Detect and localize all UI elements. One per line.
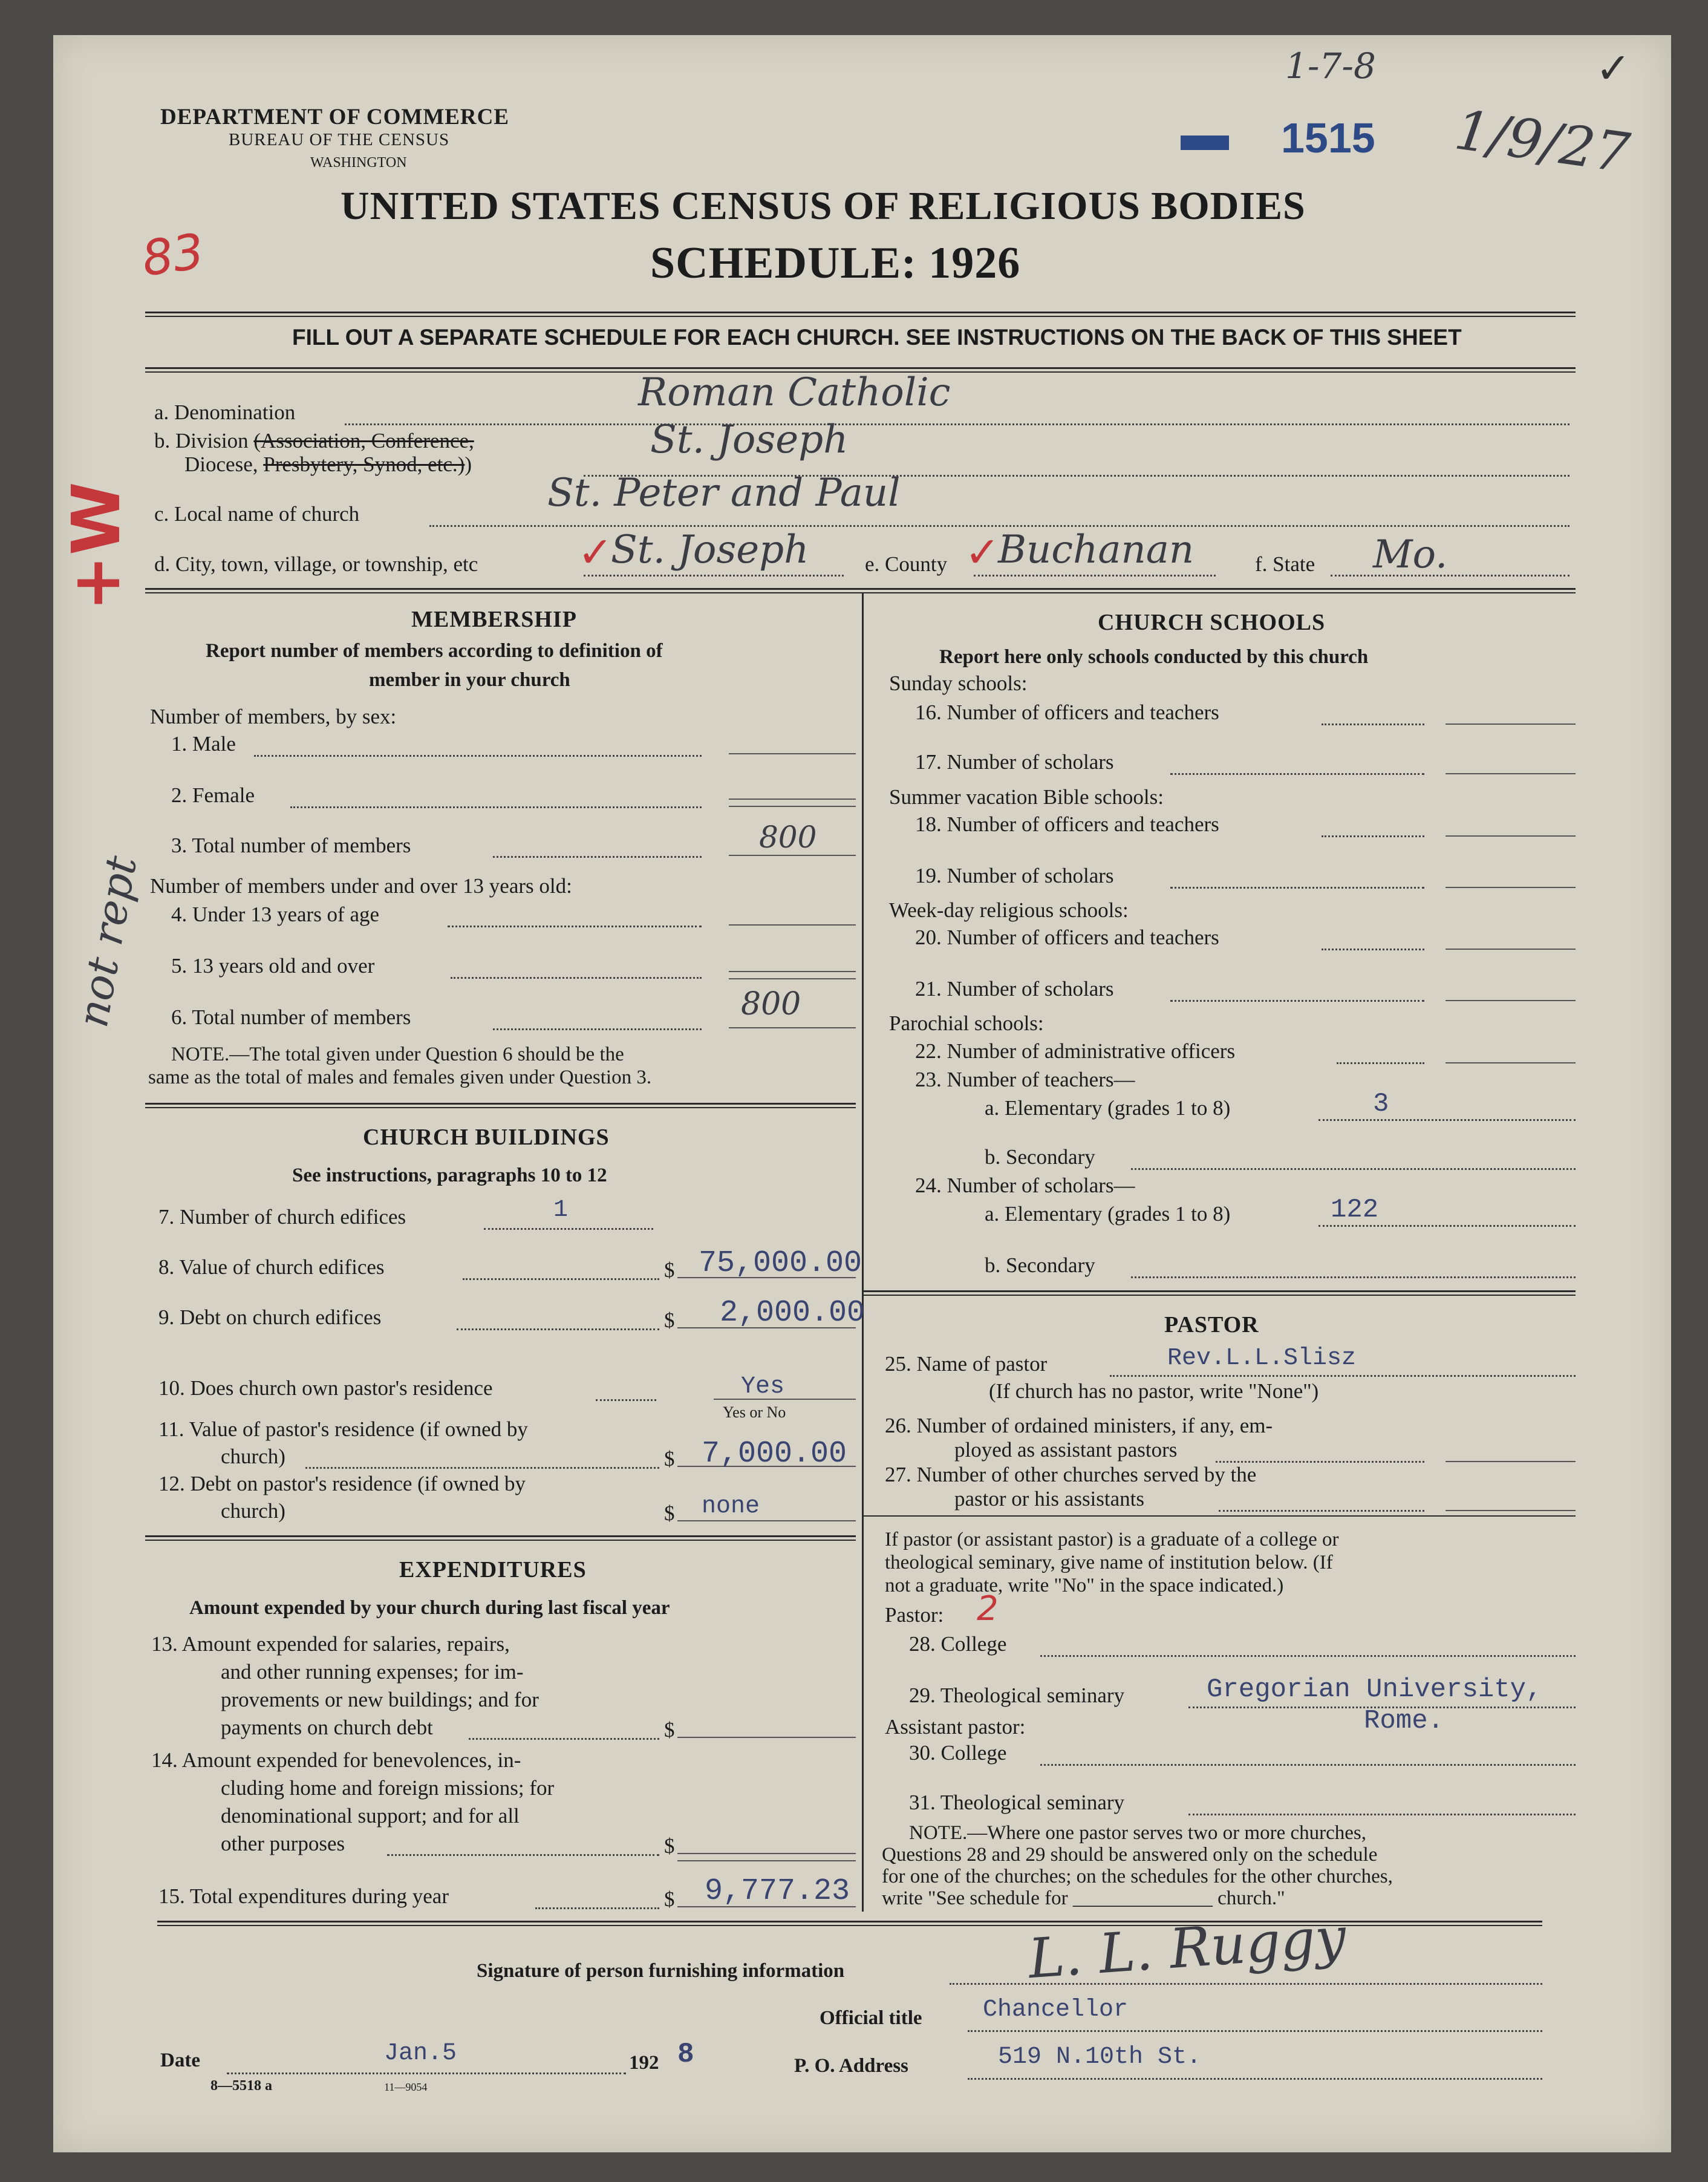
q6-total-members-label: 6. Total number of members [171,1005,411,1029]
county-value: Buchanan [998,528,1195,572]
q13-label-line2: and other running expenses; for im- [221,1660,524,1684]
city-heading: WASHINGTON [310,155,407,171]
q28-college-label: 28. College [909,1632,1007,1656]
q30-college-label: 30. College [909,1741,1007,1765]
church-schools-subtitle: Report here only schools conducted by this church [939,646,1369,668]
q24-label: 24. Number of scholars— [915,1174,1135,1197]
local-church-name-label: c. Local name of church [154,502,360,526]
red-margin-mark: +W [57,482,135,611]
state-value: Mo. [1373,532,1448,577]
q24b-label: b. Secondary [985,1253,1095,1277]
print-code: 11—9054 [384,2081,428,2093]
side-margin-note: not rept [68,852,147,1031]
pastor-note-line3: for one of the churches; on the schedules for the other churches, [882,1866,1393,1887]
assistant-pastor-subheading: Assistant pastor: [885,1715,1026,1739]
red-check-county: ✓ [965,528,1000,577]
city-value: St. Joseph [611,528,809,572]
q13-label-line1: 13. Amount expended for salaries, repairs, [151,1632,510,1656]
red-check-city: ✓ [578,528,613,577]
q26-label-line2: ployed as assistant pastors [954,1438,1178,1462]
graduate-instruction-line2: theological seminary, give name of institution below. (If [885,1552,1333,1573]
pastor-note-line2: Questions 28 and 29 should be answered only on the schedule [882,1844,1378,1866]
official-title-value: Chancellor [983,1996,1129,2024]
year-digit: 8 [677,2039,694,2070]
q14-dollar-sign: $ [664,1834,675,1858]
q11-dollar-sign: $ [664,1447,675,1471]
membership-note-line2: same as the total of males and females given under Question 3. [148,1067,652,1088]
form-title: UNITED STATES CENSUS OF RELIGIOUS BODIES [341,184,1306,228]
q23b-label: b. Secondary [985,1145,1095,1169]
q17-label: 17. Number of scholars [915,750,1114,774]
q7-church-edifices-value: 1 [553,1197,569,1224]
q9-debt-edifices-value: 2,000.00 [720,1296,865,1330]
pastor-note-line1: NOTE.—Where one pastor serves two or more churches, [909,1822,1366,1844]
q9-dollar-sign: $ [664,1308,675,1332]
pastor-note-line4: write "See schedule for ______________ church." [882,1887,1285,1909]
q14-label-line3: denominational support; and for all [221,1804,520,1828]
q3-total-members-value: 800 [759,820,817,855]
q13-label-line4: payments on church debt [221,1716,433,1739]
graduate-instruction-line3: not a graduate, write "No" in the space indicated.) [885,1575,1284,1596]
q12-debt-residence-value: none [702,1493,760,1520]
q10-yes-or-no-hint: Yes or No [723,1403,786,1421]
form-number: 8—5518 a [210,2078,272,2094]
q25-pastor-name-value: Rev.L.L.Slisz [1167,1345,1357,1372]
church-buildings-heading: CHURCH BUILDINGS [363,1125,610,1150]
q13-dollar-sign: $ [664,1718,675,1742]
bureau-heading: BUREAU OF THE CENSUS [229,130,450,149]
county-label: e. County [865,552,948,576]
q13-label-line3: provements or new buildings; and for [221,1688,539,1711]
q25-pastor-name-label: 25. Name of pastor [885,1352,1048,1376]
q21-label: 21. Number of scholars [915,977,1114,1001]
q29-seminary-value-line1: Gregorian University, [1207,1674,1542,1705]
city-label: d. City, town, village, or township, etc [154,552,478,576]
sunday-schools-label: Sunday schools: [889,671,1028,695]
q11-value-residence-label-line2: church) [221,1445,285,1468]
state-label: f. State [1255,552,1315,576]
schedule-title: SCHEDULE: 1926 [650,238,1021,288]
denomination-label: a. Denomination [154,400,296,424]
q8-dollar-sign: $ [664,1258,675,1282]
expenditures-heading: EXPENDITURES [399,1557,587,1583]
q20-label: 20. Number of officers and teachers [915,926,1219,949]
membership-note-line1: NOTE.—The total given under Question 6 should be the [171,1044,624,1065]
q14-label-line4: other purposes [221,1832,345,1855]
q23-label: 23. Number of teachers— [915,1068,1135,1091]
q3-total-members-label: 3. Total number of members [171,834,411,857]
q6-total-members-value: 800 [741,986,801,1022]
q22-label: 22. Number of administrative officers [915,1039,1236,1063]
signature: L. L. Ruggy [1026,1905,1348,1991]
q27-label-line1: 27. Number of other churches served by the [885,1463,1257,1486]
weekday-schools-label: Week-day religious schools: [889,898,1129,922]
church-schools-heading: CHURCH SCHOOLS [1098,610,1326,635]
diocese-struck-text: Presbytery, Synod, etc.) [263,452,465,476]
q27-label-line2: pastor or his assistants [954,1487,1145,1511]
stamp-number: 1515 [1281,114,1375,162]
q24a-value: 122 [1331,1195,1379,1225]
q18-label: 18. Number of officers and teachers [915,812,1219,836]
po-address-label: P. O. Address [794,2055,908,2077]
diocese-label: Diocese, [184,452,258,476]
q12-debt-residence-label-line1: 12. Debt on pastor's residence (if owned by [158,1472,526,1495]
membership-intro-line2: member in your church [369,669,570,691]
local-church-name-value: St. Peter and Paul [547,471,901,515]
q24a-label: a. Elementary (grades 1 to 8) [985,1202,1231,1226]
q2-female-label: 2. Female [171,783,255,807]
stamp-marker: ▬ [1181,106,1229,160]
denomination-value: Roman Catholic [638,370,951,415]
q5-13-and-over-label: 5. 13 years old and over [171,954,375,978]
official-title-label: Official title [820,2007,922,2029]
q23a-value: 3 [1373,1089,1389,1119]
check-mark: ✓ [1596,46,1631,93]
year-prefix: 192 [629,2052,659,2074]
q4-under-13-label: 4. Under 13 years of age [171,903,380,926]
q15-dollar-sign: $ [664,1887,675,1911]
membership-heading: MEMBERSHIP [411,607,577,632]
q23a-label: a. Elementary (grades 1 to 8) [985,1096,1231,1120]
date-value: Jan.5 [384,2040,457,2067]
q15-total-expenditures-value: 9,777.23 [705,1874,850,1909]
signature-label: Signature of person furnishing information [477,1960,845,1982]
graduate-instruction-line1: If pastor (or assistant pastor) is a graduate of a college or [885,1529,1339,1550]
q10-owns-residence-value: Yes [741,1373,785,1400]
date-label: Date [160,2050,200,2071]
red-margin-number: 83 [139,223,207,287]
q31-seminary-label: 31. Theological seminary [909,1791,1125,1814]
members-by-sex-label: Number of members, by sex: [150,705,397,728]
membership-intro-line1: Report number of members according to definition of [206,640,663,662]
q9-debt-edifices-label: 9. Debt on church edifices [158,1305,382,1329]
division-label: b. Division [154,429,249,452]
separate-schedule-instruction: FILL OUT A SEPARATE SCHEDULE FOR EACH CHURCH. SEE INSTRUCTIONS ON THE BACK OF THIS SHEET [292,325,1462,350]
pastor-subheading: Pastor: [885,1603,944,1627]
q10-owns-residence-label: 10. Does church own pastor's residence [158,1376,493,1400]
stamp-date: 1/9/27 [1451,98,1634,186]
q25-no-pastor-hint: (If church has no pastor, write "None") [989,1379,1319,1403]
expenditures-subtitle: Amount expended by your church during last fiscal year [189,1597,670,1619]
q16-label: 16. Number of officers and teachers [915,701,1219,724]
po-address-value: 519 N.10th St. [998,2043,1202,2071]
q14-label-line1: 14. Amount expended for benevolences, in- [151,1748,521,1772]
members-by-age-label: Number of members under and over 13 years old: [150,874,572,898]
summer-schools-label: Summer vacation Bible schools: [889,785,1164,809]
pastor-heading: PASTOR [1164,1312,1259,1338]
q7-church-edifices-label: 7. Number of church edifices [158,1205,406,1229]
q15-total-expenditures-label: 15. Total expenditures during year [158,1884,449,1908]
division-value: St. Joseph [650,417,849,462]
q19-label: 19. Number of scholars [915,864,1114,887]
division-struck-text: (Association, Conference, [253,429,474,452]
church-buildings-subtitle: See instructions, paragraphs 10 to 12 [292,1164,607,1186]
q1-male-label: 1. Male [171,732,236,756]
q12-debt-residence-label-line2: church) [221,1499,285,1523]
pastor-red-mark: 2 [977,1589,999,1628]
top-code-note: 1-7-8 [1285,45,1376,87]
parochial-schools-label: Parochial schools: [889,1011,1044,1035]
q14-label-line2: cluding home and foreign missions; for [221,1776,555,1800]
q26-label-line1: 26. Number of ordained ministers, if any, em- [885,1414,1273,1437]
q29-seminary-label: 29. Theological seminary [909,1684,1125,1707]
q8-value-edifices-value: 75,000.00 [699,1246,862,1281]
q29-seminary-value-line2: Rome. [1364,1706,1444,1736]
department-heading: DEPARTMENT OF COMMERCE [160,105,510,129]
q11-value-residence-value: 7,000.00 [702,1437,847,1471]
q12-dollar-sign: $ [664,1501,675,1525]
q8-value-edifices-label: 8. Value of church edifices [158,1255,385,1279]
q11-value-residence-label-line1: 11. Value of pastor's residence (if owned by [158,1417,528,1441]
